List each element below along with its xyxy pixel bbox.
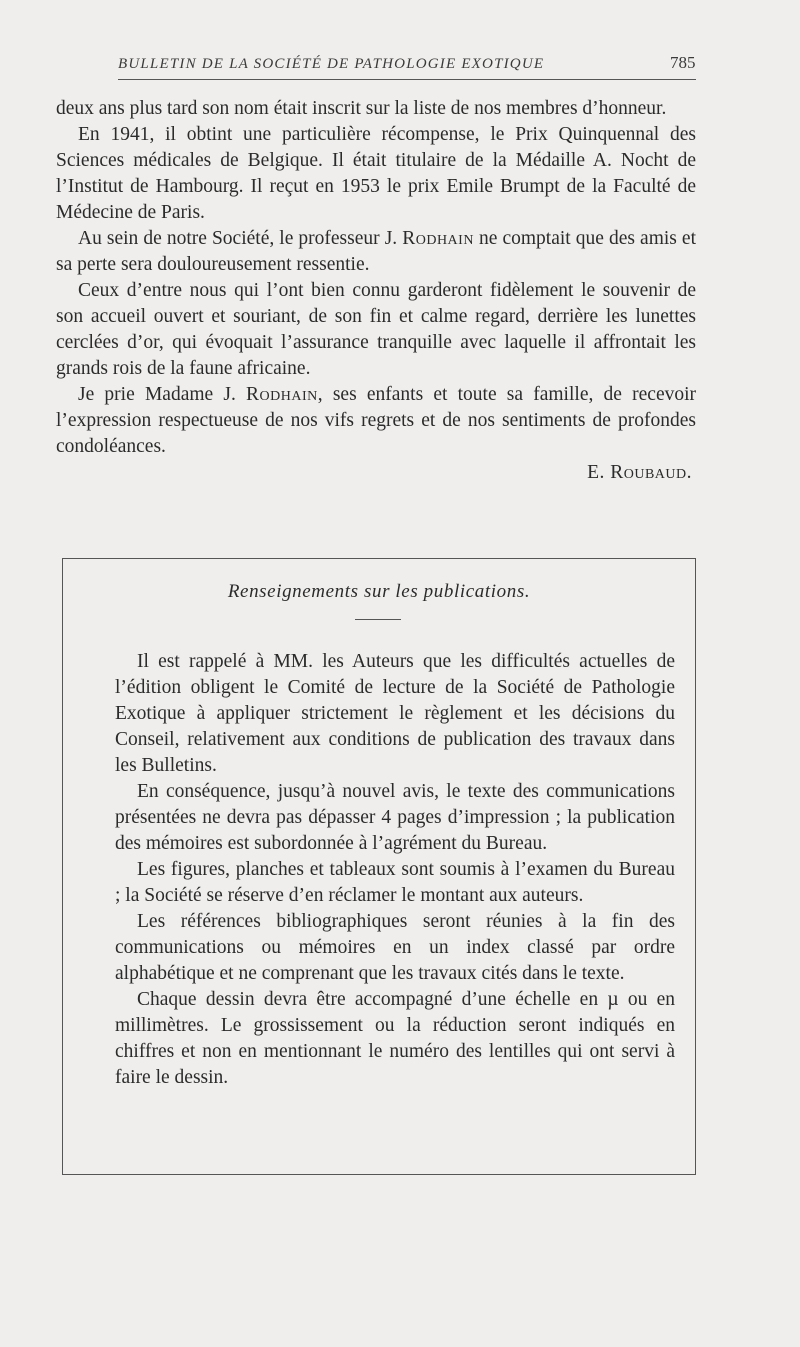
notice-paragraph-4: Les références bibliographiques seront réunies à la fin des communications ou mémoires en un index classé par ordre alphabétique et ne comprenant que les travaux cités dans le texte.: [115, 911, 675, 984]
paragraph-3-end: ne comptait que des amis et sa perte sera douloureusement ressentie.: [56, 228, 696, 275]
header-rule: [118, 79, 696, 80]
notice-paragraph-1: Il est rappelé à MM. les Auteurs que les difficultés actuelles de l’édition obligent le Comité de lecture de la Société de Pathologie Exotique à appliquer strictement le règlement et les décisions du Conseil, relativement aux conditions de publication des travaux dans les Bulletins.: [115, 651, 675, 776]
author-name-rodhain: Rodhain: [402, 228, 474, 249]
paragraph-5-end: , ses enfants et toute sa famille, de recevoir l’expression respectueuse de nos vifs regrets et de nos sentiments de profondes condoléances.: [56, 384, 697, 457]
author-name-rodhain-2: Rodhain: [246, 384, 318, 405]
obituary-text: [56, 96, 696, 486]
paragraph-1: deux ans plus tard son nom était inscrit sur la liste de nos membres d’honneur.: [56, 98, 667, 119]
paragraph-5: [56, 382, 696, 460]
paragraph-4: Ceux d’entre nous qui l’ont bien connu garderont fidèlement le souvenir de son accueil ouvert et souriant, de son fin et calme regard, derrière les lunettes cerclées d’or, qui évoquait l’assurance tranquille avec laquelle il affrontait les grands rois de la faune africaine.: [56, 280, 696, 379]
notice-paragraph-3: Les figures, planches et tableaux sont soumis à l’examen du Bureau ; la Société se réserve d’en réclamer le montant aux auteurs.: [115, 859, 675, 906]
paragraph-3: [56, 226, 696, 278]
page-number: 785: [670, 53, 696, 72]
notice-text: [115, 649, 675, 1091]
notice-title: Renseignements sur les publications.: [227, 581, 531, 602]
notice-title-rule: [355, 619, 401, 620]
running-head: BULLETIN DE LA SOCIÉTÉ DE PATHOLOGIE EXOTIQUE: [118, 56, 545, 72]
signature: E. Roubaud.: [587, 462, 692, 483]
publication-notice-box: [62, 558, 696, 1175]
notice-paragraph-5: Chaque dessin devra être accompagné d’une échelle en µ ou en millimètres. Le grossissement ou la réduction seront indiqués en chiffres et non en mentionnant le numéro des lentilles qui ont servi à faire le dessin.: [115, 989, 675, 1088]
paragraph-3-start: Au sein de notre Société, le professeur J.: [78, 228, 403, 249]
paragraph-2: En 1941, il obtint une particulière récompense, le Prix Quinquennal des Sciences médicales de Belgique. Il était titulaire de la Médaille A. Nocht de l’Institut de Hambourg. Il reçut en 1953 le prix Emile Brumpt de la Faculté de Médecine de Paris.: [56, 124, 696, 223]
notice-paragraph-2: En conséquence, jusqu’à nouvel avis, le texte des communications présentées ne devra pas dépasser 4 pages d’impression ; la publication des mémoires est subordonnée à l’agrément du Bureau.: [115, 781, 675, 854]
paragraph-5-start: Je prie Madame J.: [78, 384, 247, 405]
